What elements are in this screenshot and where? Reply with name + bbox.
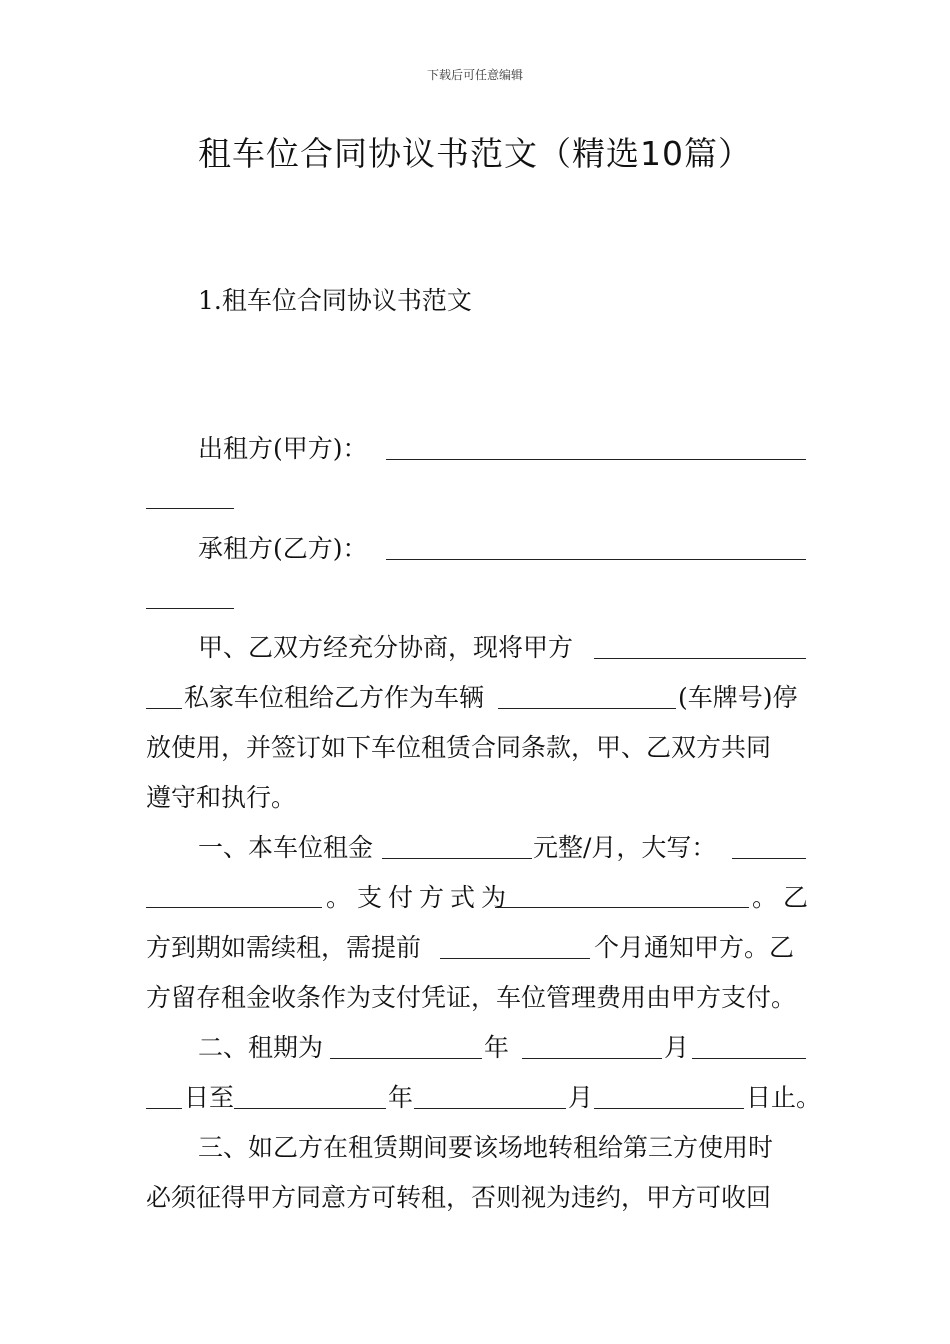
term-line-1a: 二、租期为 bbox=[198, 1033, 324, 1062]
rent-line-2b: 。乙 bbox=[752, 883, 815, 912]
rent-line-2a: 。支付方式为 bbox=[326, 883, 513, 912]
blank-start-year bbox=[330, 1058, 482, 1059]
blank-start-month bbox=[522, 1058, 662, 1059]
intro-line-4: 遵守和执行。 bbox=[146, 783, 297, 812]
blank-rent-amount bbox=[382, 858, 532, 859]
blank-owner-name bbox=[594, 658, 806, 659]
intro-line-2a: 私家车位租给乙方作为车辆 bbox=[184, 683, 485, 712]
term-line-1c: 月 bbox=[664, 1033, 690, 1062]
term-line-2b: 年 bbox=[388, 1083, 414, 1112]
rent-line-1b: 元整/月，大写： bbox=[533, 833, 717, 862]
term-line-1b: 年 bbox=[484, 1033, 510, 1062]
lessor-blank-line bbox=[386, 459, 806, 460]
intro-line-2b: (车牌号)停 bbox=[678, 683, 798, 712]
blank-payment-method bbox=[495, 907, 749, 908]
blank-start-day bbox=[692, 1058, 806, 1059]
sublease-line-1: 三、如乙方在租赁期间要该场地转租给第三方使用时 bbox=[198, 1133, 774, 1162]
blank-rent-words-cont bbox=[146, 907, 322, 908]
intro-line-1 bbox=[198, 631, 573, 665]
blank-notice-months bbox=[440, 958, 590, 959]
lessee-blank-line-cont bbox=[146, 608, 234, 609]
document-title: 租车位合同协议书范文（精选10篇） bbox=[198, 134, 752, 173]
blank-start-day-cont bbox=[146, 1108, 182, 1109]
blank-rent-words bbox=[732, 858, 806, 859]
rent-line-3b: 个月通知甲方。乙 bbox=[594, 933, 795, 962]
lessee-label: 承租方(乙方)： bbox=[198, 534, 368, 563]
lessor-label: 出租方(甲方)： bbox=[198, 434, 368, 463]
term-line-2d: 日止。 bbox=[746, 1083, 822, 1112]
intro-line-3: 放使用，并签订如下车位租赁合同条款，甲、乙双方共同 bbox=[146, 733, 772, 762]
section-heading: 1.租车位合同协议书范文 bbox=[198, 286, 472, 315]
header-note: 下载后可任意编辑 bbox=[426, 68, 523, 82]
blank-end-day bbox=[594, 1108, 744, 1109]
term-line-2a: 日至 bbox=[184, 1083, 235, 1112]
sublease-line-2: 必须征得甲方同意方可转租，否则视为违约，甲方可收回 bbox=[146, 1183, 772, 1212]
blank-end-month bbox=[414, 1108, 566, 1109]
intro-text-1: 甲、乙双方经充分协商，现将甲方 bbox=[198, 633, 574, 662]
lessor-blank-line-cont bbox=[146, 508, 234, 509]
rent-line-4: 方留存租金收条作为支付凭证，车位管理费用由甲方支付。 bbox=[146, 983, 797, 1012]
blank-owner-name-cont bbox=[146, 708, 182, 709]
rent-line-3a: 方到期如需续租，需提前 bbox=[146, 933, 422, 962]
blank-plate bbox=[498, 708, 676, 709]
rent-line-1a: 一、本车位租金 bbox=[198, 833, 374, 862]
blank-end-year bbox=[234, 1108, 386, 1109]
lessee-blank-line bbox=[386, 559, 806, 560]
term-line-2c: 月 bbox=[568, 1083, 594, 1112]
